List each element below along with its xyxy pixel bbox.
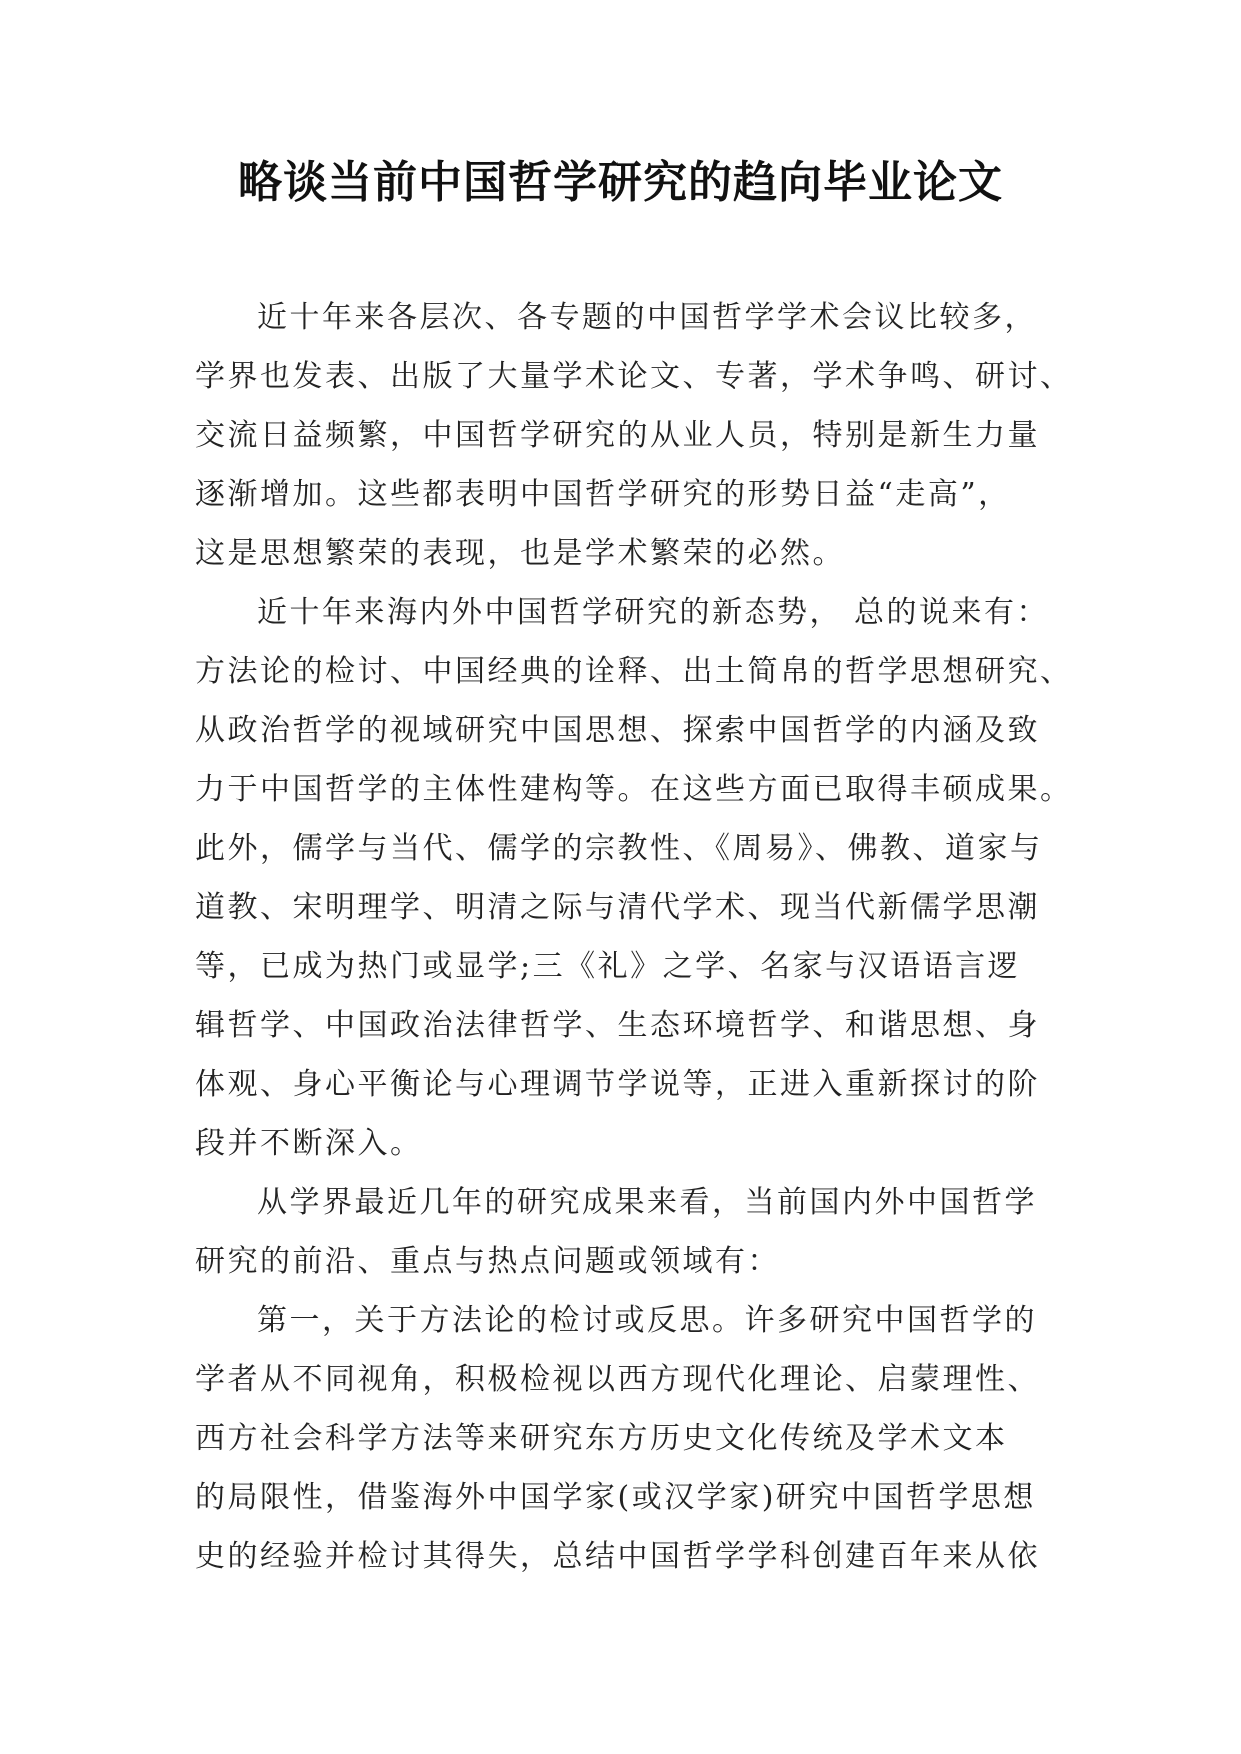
paragraph-line: 道教、宋明理学、明清之际与清代学术、现当代新儒学思潮 bbox=[195, 890, 1040, 925]
paragraph-line: 辑哲学、中国政治法律哲学、生态环境哲学、和谐思想、身 bbox=[195, 1008, 1040, 1043]
paragraph-line: 研究的前沿、重点与热点问题或领域有： bbox=[195, 1244, 780, 1279]
paragraph-line: 第一，关于方法论的检讨或反思。许多研究中国哲学的 bbox=[257, 1303, 1037, 1338]
paragraph-line: 段并不断深入。 bbox=[195, 1126, 423, 1161]
paragraph-line: 这是思想繁荣的表现，也是学术繁荣的必然。 bbox=[195, 536, 845, 571]
paragraph-line: 学界也发表、出版了大量学术论文、专著，学术争鸣、研讨、 bbox=[195, 359, 1073, 394]
paragraph-line: 等，已成为热门或显学;三《礼》之学、名家与汉语语言逻 bbox=[195, 949, 1021, 984]
document-body bbox=[195, 288, 1073, 1586]
document-title: 略谈当前中国哲学研究的趋向毕业论文 bbox=[238, 157, 1003, 208]
paragraph-line: 力于中国哲学的主体性建构等。在这些方面已取得丰硕成果。 bbox=[195, 772, 1073, 807]
paragraph-line: 学者从不同视角，积极检视以西方现代化理论、启蒙理性、 bbox=[195, 1362, 1040, 1397]
paragraph-line: 方法论的检讨、中国经典的诠释、出土简帛的哲学思想研究、 bbox=[195, 654, 1073, 689]
paragraph-line: 体观、身心平衡论与心理调节学说等，正进入重新探讨的阶 bbox=[195, 1067, 1040, 1102]
paragraph-line: 此外，儒学与当代、儒学的宗教性、《周易》、佛教、道家与 bbox=[195, 831, 1043, 866]
paragraph-line: 近十年来各层次、各专题的中国哲学学术会议比较多， bbox=[257, 300, 1037, 335]
paragraph-line: 从学界最近几年的研究成果来看，当前国内外中国哲学 bbox=[257, 1185, 1037, 1220]
paragraph-line: 逐渐增加。这些都表明中国哲学研究的形势日益“走高”， bbox=[195, 477, 1011, 512]
paragraph-line: 近十年来海内外中国哲学研究的新态势， 总的说来有： bbox=[257, 595, 1050, 630]
paragraph-line: 的局限性，借鉴海外中国学家(或汉学家)研究中国哲学思想 bbox=[195, 1480, 1036, 1515]
paragraph-line: 交流日益频繁，中国哲学研究的从业人员，特别是新生力量 bbox=[195, 418, 1040, 453]
paragraph-line: 西方社会科学方法等来研究东方历史文化传统及学术文本 bbox=[195, 1421, 1008, 1456]
paragraph-line: 从政治哲学的视域研究中国思想、探索中国哲学的内涵及致 bbox=[195, 713, 1040, 748]
paragraph-line: 史的经验并检讨其得失，总结中国哲学学科创建百年来从依 bbox=[195, 1539, 1040, 1574]
